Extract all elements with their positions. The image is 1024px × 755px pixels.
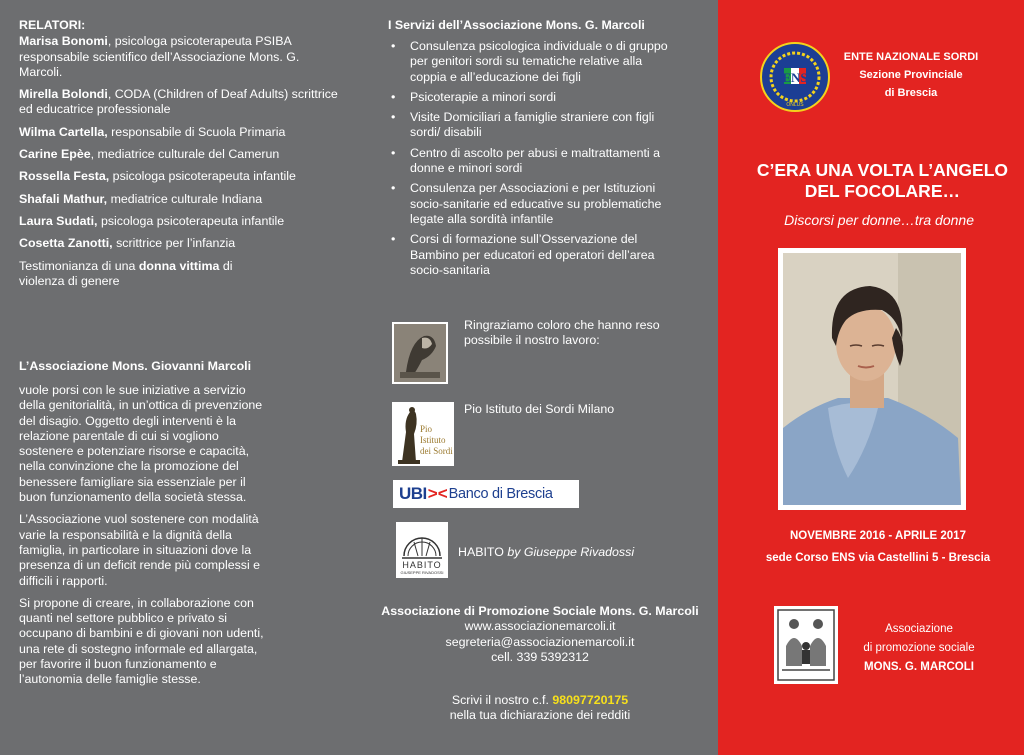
habito-label [458, 545, 634, 559]
relatore-name: Marisa Bonomi [19, 34, 108, 49]
habito-by: by Giuseppe Rivadossi [503, 545, 635, 559]
woman-portrait-image [778, 248, 966, 510]
habito-logo-text: HABITO [402, 560, 442, 570]
assoc-paragraph: vuole porsi con le sue iniziative a servizio della genitorialità, in un’ottica di prevenzione del disagio. Oggetto degli interventi è la relazione parentale di cui si vogliono sostenere e potenziare risorse e capacità, nella convinzione che la promozione del benessere famigliare sia essenziale per il buon funzionamento della società stessa. [19, 383, 263, 505]
habito-name: HABITO [458, 545, 504, 559]
marcoli-line3: MONS. G. MARCOLI [864, 661, 974, 673]
marcoli-line1: Associazione [885, 623, 953, 635]
relatori-list [19, 34, 344, 289]
pio-logo-text: Pio Istituto dei Sordi [420, 424, 453, 456]
sculpture-image [392, 322, 448, 384]
service-item: • Psicoterapie a minori sordi [388, 90, 678, 105]
service-item: • Visite Domiciliari a famiglie straniere con figli sordi/ disabili [388, 110, 678, 141]
relatore [19, 125, 344, 140]
thanks-text: Ringraziamo coloro che hanno reso possibile il nostro lavoro: [464, 318, 660, 348]
assoc-title: L’Associazione Mons. Giovanni Marcoli [19, 359, 252, 373]
relatore-name: Mirella Bolondi [19, 87, 108, 102]
relatore-desc: responsabile di Scuola Primaria [107, 124, 286, 139]
relatore-name: Laura Sudati, [19, 213, 98, 228]
title-line2: DEL FOCOLARE… [804, 181, 960, 201]
habito-logo [396, 522, 448, 578]
cf-post: nella tua dichiarazione dei redditi [449, 708, 631, 723]
relatore [19, 192, 344, 207]
portrait-painting [778, 248, 966, 510]
contact-block [362, 604, 718, 665]
relatore-desc: scrittrice per l’infanzia [112, 236, 236, 251]
dates-text: NOVEMBRE 2016 - APRILE 2017 [790, 530, 966, 542]
svg-text:ENS: ENS [782, 70, 808, 85]
venue-text: sede Corso ENS via Castellini 5 - Brescia [765, 552, 991, 564]
contact-title: Associazione di Promozione Sociale Mons. G. Marcoli [381, 604, 699, 618]
pio-istituto-logo [392, 402, 454, 466]
habito-arch-icon [396, 522, 448, 562]
ubi-banco-brescia-logo [393, 480, 579, 508]
ubi-text: UBI [399, 484, 427, 503]
marcoli-line2: di promozione sociale [863, 642, 975, 654]
relatore-desc: mediatrice culturale Indiana [107, 191, 263, 206]
pio-label: Pio Istituto dei Sordi Milano [464, 402, 615, 416]
ens-line2: Sezione Provinciale [859, 69, 963, 81]
relatore-name: Wilma Cartella, [19, 124, 108, 139]
relatore-desc: , mediatrice culturale del Camerun [90, 147, 280, 162]
assoc-paragraph: Si propone di creare, in collaborazione con quanti nel settore pubblico e privato si occupano di bambini e di giovani non udenti, una rete di sostegno informale ed allargata, per favorire il buon funzionamento e l’autonomia delle famiglie stesse. [19, 595, 264, 687]
marcoli-text [844, 620, 994, 677]
main-title [718, 160, 1024, 202]
cf-line [362, 693, 718, 708]
relatore-desc: psicologa psicoterapeuta infantile [109, 169, 296, 184]
relatore-name: Shafali Mathur, [19, 191, 108, 206]
relatore [19, 236, 344, 251]
sculpture-thumbnail [392, 322, 448, 384]
cf-pre: Scrivi il nostro c.f. [451, 693, 553, 707]
service-item: • Consulenza psicologica individuale o di gruppo per genitori sordi su tematiche relative alla coppia e all’educazione dei figli [388, 39, 678, 85]
relatore-name: Carine Epèe [19, 147, 91, 162]
subtitle: Discorsi per donne…tra donne [784, 212, 974, 228]
assoc-paragraph: L’Associazione vuol sostenere con modalità varie la responsabilità e la dignità della famiglia, in particolare in situazioni dove la presenza di un deficit rende più complessi e difficili i rapporti. [19, 512, 261, 588]
cf-number: 98097720175 [552, 693, 629, 707]
services-list [388, 39, 678, 278]
contact-phone: cell. 339 5392312 [491, 649, 589, 664]
left-panel [0, 0, 362, 755]
testimonianza-bold: donna vittima [138, 258, 220, 273]
ens-line1: ENTE NAZIONALE SORDI [843, 51, 979, 63]
service-item: • Centro di ascolto per abusi e maltrattamenti a donne e minori sordi [388, 146, 678, 177]
cf-block [362, 693, 718, 724]
relatore-desc: , psicologa psicoterapeuta PSIBA responsabile scientifico dell’Associazione Mons. G. Marcoli. [19, 34, 300, 79]
title-line1: C’ERA UNA VOLTA L’ANGELO [756, 160, 1008, 180]
relatore-desc: psicologa psicoterapeuta infantile [97, 213, 285, 228]
relatore-name: Cosetta Zanotti, [19, 236, 113, 251]
relatore-desc: , CODA (Children of Deaf Adults) scrittrice ed educatrice professionale [19, 87, 338, 117]
ens-line3: di Brescia [884, 87, 938, 99]
services-title: I Servizi dell’Associazione Mons. G. Marcoli [388, 18, 645, 32]
service-item: • Corsi di formazione sull’Osservazione del Bambino per educatori ed operatori dell’area socio-sanitaria [388, 232, 678, 278]
assoc-body [19, 383, 349, 695]
ubi-chevron-icon: >< [427, 484, 448, 503]
ens-text [836, 48, 986, 102]
relatore [19, 147, 344, 162]
svg-text:ONLUS: ONLUS [786, 102, 804, 108]
service-item: • Consulenza per Associazioni e per Istituzioni socio-sanitarie ed educative su problematiche legate alla sordità infantile [388, 181, 678, 227]
testimonianza [19, 259, 259, 290]
contact-email[interactable]: segreteria@associazionemarcoli.it [445, 634, 635, 649]
ens-logo-icon [760, 42, 830, 112]
marcoli-logo [774, 606, 838, 684]
relatori-heading: RELATORI: [19, 18, 86, 32]
event-dates [718, 525, 1024, 569]
habito-logo-sub: GIUSEPPE RIVADOSSI [400, 570, 444, 575]
contact-web[interactable]: www.associazionemarcoli.it [464, 619, 616, 634]
relatore [19, 34, 344, 80]
marcoli-family-icon [774, 606, 838, 684]
testimonianza-post: di violenza di genere [19, 258, 233, 288]
right-panel [718, 0, 1024, 755]
relatore [19, 169, 344, 184]
testimonianza-pre: Testimonianza di una [19, 258, 139, 273]
relatore [19, 87, 344, 118]
middle-panel [362, 0, 718, 755]
banco-brescia-text: Banco di Brescia [448, 486, 553, 502]
relatore-name: Rossella Festa, [19, 169, 110, 184]
relatore [19, 214, 344, 229]
